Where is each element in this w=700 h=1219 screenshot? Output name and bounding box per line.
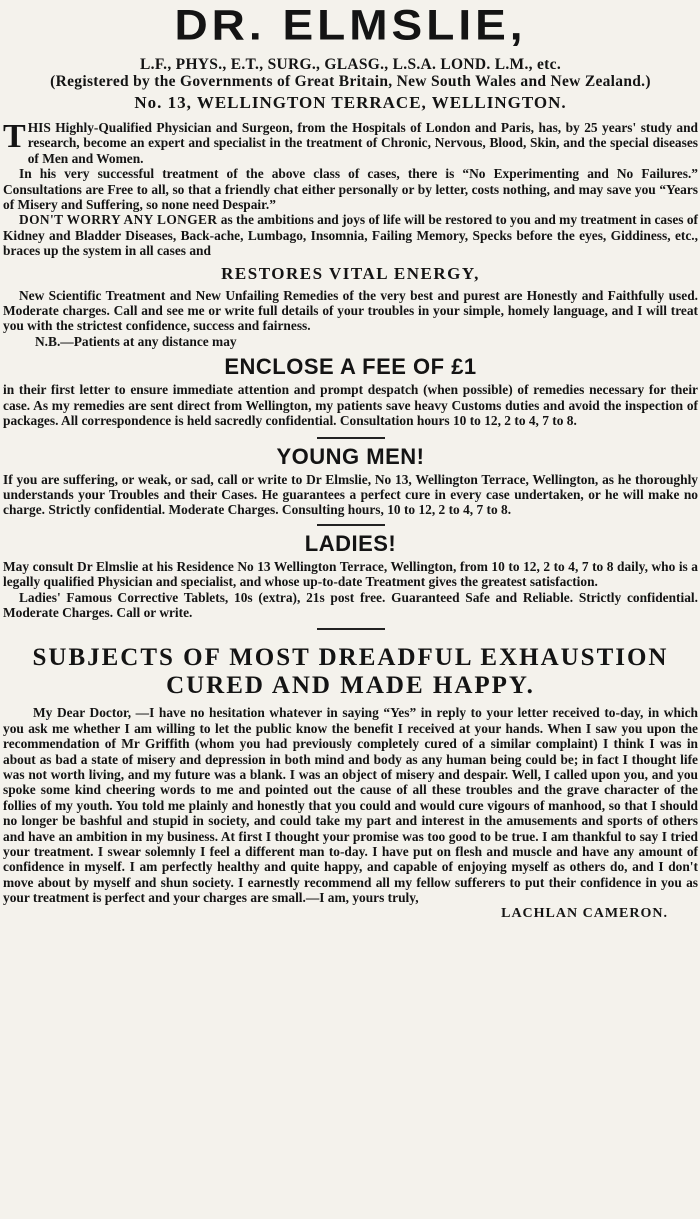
young-men-paragraph: If you are suffering, or weak, or sad, call or write to Dr Elmslie, No 13, Wellington Terrace, Wellington, as he thoroughly understands your Troubles and their Cases. He guarantees a perfect cure in every case undertaken, or he will make no charge. Strictly confidential. Moderate Charges. Consulting hours, 10 to 12, 2 to 4, 7 to 8. xyxy=(3,471,698,518)
ladies-heading: LADIES! xyxy=(304,530,397,556)
intro-paragraph xyxy=(3,120,698,166)
registration-note: (Registered by the Governments of Great Britain, New South Wales and New Zealand.) xyxy=(50,73,651,90)
ladies-paragraph: May consult Dr Elmslie at his Residence No 13 Wellington Terrace, Wellington, from 10 to 12, 2 to 4, 7 to 8 daily, who is a legally qualified Physician and specialist, and whose up-to-date Treatment gives the greatest satisfaction. xyxy=(3,558,698,590)
testimonial-headline-1: SUBJECTS OF MOST DREADFUL EXHAUSTION xyxy=(32,644,669,672)
nb-note: N.B.—Patients at any distance may xyxy=(35,333,237,349)
fee-heading: ENCLOSE A FEE OF £1 xyxy=(224,354,477,380)
dont-worry-lead: DON'T WORRY ANY LONGER xyxy=(19,212,218,228)
dont-worry-text: as the ambitions and joys of life will be restored to you and my treatment in cases of Kidney and Bladder Diseases, Back-ache, Lumbago, Insomnia, Failing Memory, Specks before the eyes, Giddiness, etc., braces up the system in all cases and xyxy=(3,212,698,259)
testimonial-letter: My Dear Doctor, —I have no hesitation whatever in saying “Yes” in reply to your letter received to-day, in which you ask me whether I am willing to let the public know the benefit I received at your hands. When I saw you upon the recommendation of Mr Griffith (whom you had previously completely cured of a similar complaint) I think I was in about as bad a state of misery and depression in both mind and body as any human being could be; in fact I thought life was not worth living, and my future was a blank. I was an object of misery and despair. Well, I called upon you, and you spoke some kind cheering words to me and pointed out the cause of all these troubles and the grave character of the follies of my youth. You told me plainly and honestly that you could and would cure vigours of manhood, so that I should no longer be bashful and stupid in society, and could take my part and interest in the amusements and sports of others and have an ambition in my business. At first I thought your promise was too good to be true. I am thankful to say I tried your treatment. I swear solemnly I feel a different man to-day. I have put on flesh and muscle and have any amount of confidence in myself. I am perfectly healthy and quite happy, and capable of enjoying myself as others do, and I don't move about by myself and shun society. I earnestly recommend all my fellow sufferers to put their confidence in you as your treatment is perfect and your charges are small.—I am, yours truly, xyxy=(3,705,698,906)
credentials-line: L.F., PHYS., E.T., SURG., GLASG., L.S.A. LOND. L.M., etc. xyxy=(140,56,561,73)
restores-paragraph: New Scientific Treatment and New Unfailing Remedies of the very best and purest are Honestly and Faithfully used. Moderate charges. Call and see me or write full details of your troubles in your simple, homely language, and I will treat you with the strictest confidence, success and fairness. xyxy=(3,287,698,334)
practice-address: No. 13, WELLINGTON TERRACE, WELLINGTON. xyxy=(134,93,567,112)
testimonial-headline-2: CURED AND MADE HAPPY. xyxy=(166,672,535,700)
advertisement xyxy=(0,2,700,1219)
consultation-paragraph: In his very successful treatment of the above class of cases, there is “No Experimenting and No Failures.” Consultations are Free to all, so that a friendly chat either personally or by letter, costs nothing, and may save you “Years of Misery and Suffering, so none need Despair.” xyxy=(3,166,698,213)
dont-worry-paragraph xyxy=(3,212,698,258)
drop-cap: T xyxy=(3,118,26,155)
restores-heading: RESTORES VITAL ENERGY, xyxy=(221,263,480,283)
divider xyxy=(317,524,385,526)
testimonial-signature: LACHLAN CAMERON. xyxy=(501,905,668,921)
doctor-name-title: DR. ELMSLIE, xyxy=(174,1,527,49)
intro-paragraph-text: HIS Highly-Qualified Physician and Surgeon, from the Hospitals of London and Paris, has, by 25 years' study and research, become an expert and specialist in the treatment of Chronic, Nervous, Blood, Skin, and the special diseases of Men and Women. xyxy=(27,120,698,166)
divider xyxy=(317,437,385,439)
fee-paragraph: in their first letter to ensure immediate attention and prompt despatch (when possible) of remedies necessary for their case. As my remedies are sent direct from Wellington, my patients save heavy Customs duties and avoid the inspection of packages. All correspondence is held sacredly confidential. Consultation hours 10 to 12, 2 to 4, 7 to 8. xyxy=(3,382,698,429)
young-men-heading: YOUNG MEN! xyxy=(276,443,425,469)
ladies-tablets-paragraph: Ladies' Famous Corrective Tablets, 10s (extra), 21s post free. Guaranteed Safe and Reliable. Strictly confidential. Moderate Charges. Call or write. xyxy=(3,589,698,620)
divider xyxy=(317,628,385,630)
